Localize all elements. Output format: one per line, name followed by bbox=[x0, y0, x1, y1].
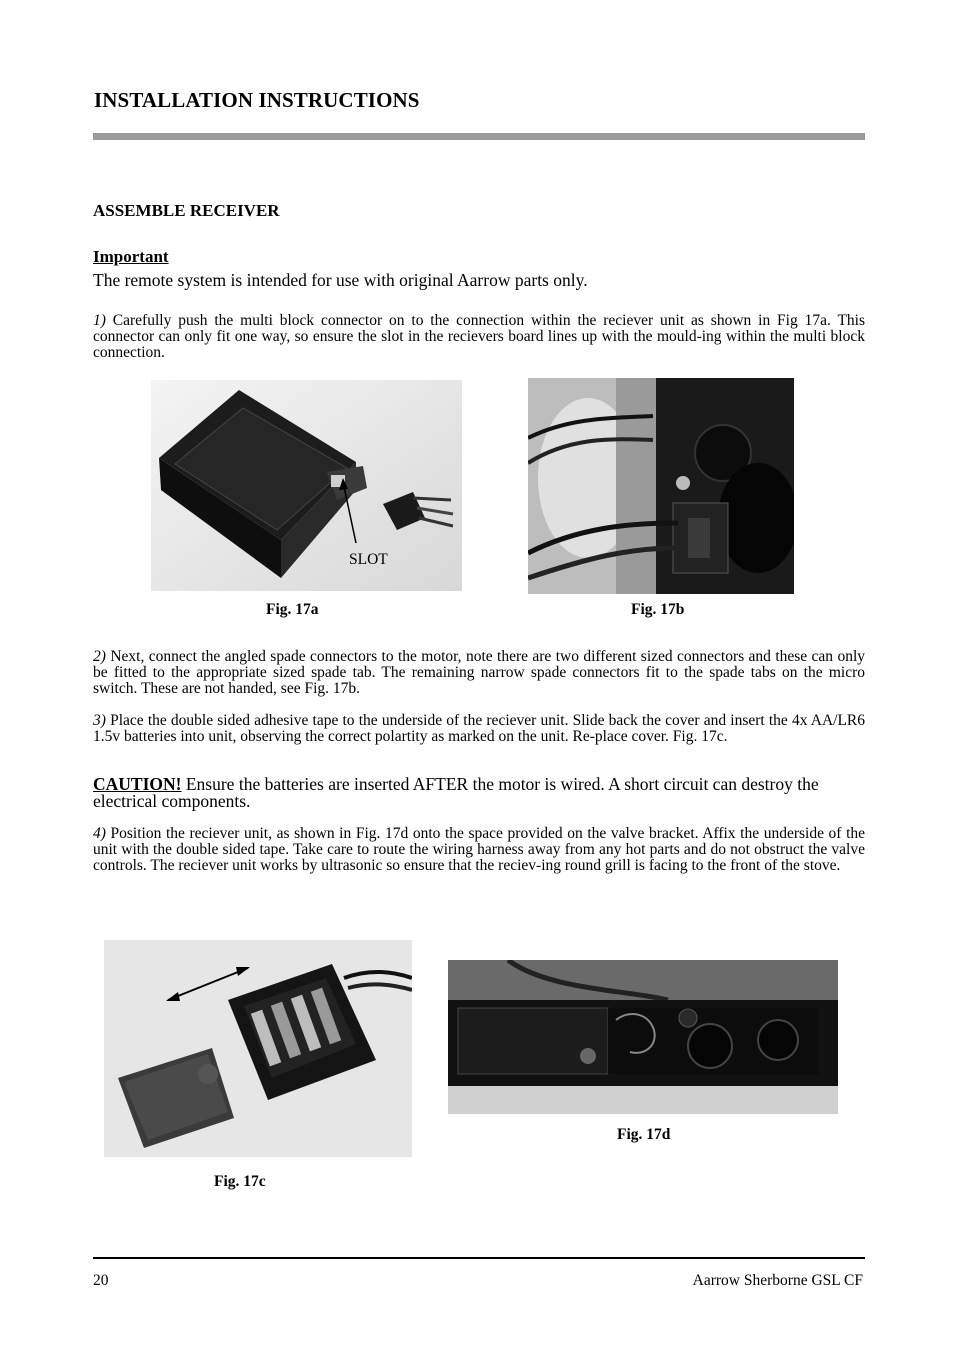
slot-callout: SLOT bbox=[349, 551, 388, 568]
caution-note bbox=[93, 776, 865, 810]
caution-label: CAUTION! bbox=[93, 774, 182, 794]
fig-17b-photo bbox=[528, 378, 794, 594]
fig-17a-photo bbox=[151, 380, 462, 591]
fig-17c-caption: Fig. 17c bbox=[214, 1173, 266, 1190]
product-name: Aarrow Sherborne GSL CF bbox=[692, 1272, 863, 1289]
page-title: INSTALLATION INSTRUCTIONS bbox=[94, 88, 420, 112]
step-text: Carefully push the multi block connector on to the connection within the reciever unit as shown in Fig 17a. This connector can only fit one way, so ensure the slot in the recievers board lines up with the mould-ing within the multi block connection. bbox=[93, 312, 865, 361]
fig-17a-caption: Fig. 17a bbox=[266, 601, 319, 618]
footer-rule bbox=[93, 1257, 865, 1259]
intro-text: The remote system is intended for use with original Aarrow parts only. bbox=[93, 270, 588, 290]
step-number: 3) bbox=[93, 712, 106, 729]
page-number: 20 bbox=[93, 1272, 109, 1289]
step-text: Position the reciever unit, as shown in Fig. 17d onto the space provided on the valve bracket. Affix the underside of the unit with the double sided tape. Take care to route the wiring harness away from any hot parts and do not obstruct the valve controls. The reciever unit works by ultrasonic so ensure that the reciev-ing round grill is facing to the front of the stove. bbox=[93, 825, 865, 874]
step-4 bbox=[93, 826, 865, 874]
step-text: Place the double sided adhesive tape to the underside of the reciever unit. Slide back the cover and insert the 4x AA/LR6 1.5v batteries into unit, observing the correct polartity as marked on the unit. Re-place cover. Fig. 17c. bbox=[93, 712, 866, 745]
step-3 bbox=[93, 713, 865, 745]
step-number: 4) bbox=[93, 825, 106, 842]
step-1 bbox=[93, 313, 865, 361]
caution-text: Ensure the batteries are inserted AFTER the motor is wired. A short circuit can destroy the electrical components. bbox=[93, 774, 819, 811]
fig-17b-caption: Fig. 17b bbox=[631, 601, 685, 618]
important-label: Important bbox=[93, 247, 169, 266]
step-number: 1) bbox=[93, 312, 106, 329]
fig-17c-photo bbox=[104, 940, 412, 1157]
step-text: Next, connect the angled spade connectors to the motor, note there are two different sized connectors and these can only be fitted to the appropriate sized spade tab. The remaining narrow spade connectors fit to the spade tabs on the micro switch. These are not handed, see Fig. 17b. bbox=[93, 648, 866, 697]
fig-17d-photo bbox=[448, 960, 838, 1114]
step-2 bbox=[93, 649, 865, 697]
step-number: 2) bbox=[93, 648, 106, 665]
fig-17d-caption: Fig. 17d bbox=[617, 1126, 671, 1143]
section-heading: ASSEMBLE RECEIVER bbox=[93, 201, 280, 220]
header-rule bbox=[93, 133, 865, 140]
